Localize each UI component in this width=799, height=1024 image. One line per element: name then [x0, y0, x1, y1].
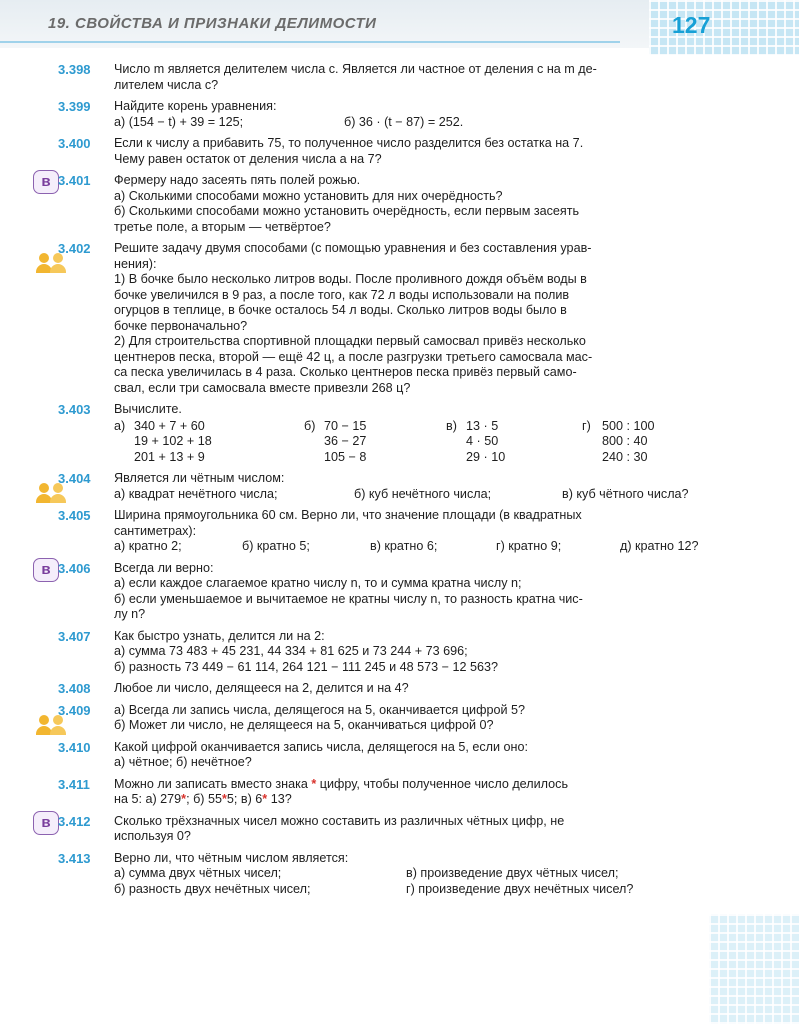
problem-text: 2) Для строительства спортивной площадки первый самосвал привёз несколько — [114, 334, 586, 348]
problem-number: 3.406 — [58, 560, 91, 576]
problem-text: б) если уменьшаемое и вычитаемое не кратны числу n, то разность кратна чис- — [114, 591, 583, 606]
problem-text: Фермеру надо засеять пять полей рожью. — [114, 173, 361, 187]
letter-v-badge-icon: в — [33, 170, 59, 194]
problem-3-402 — [0, 241, 799, 396]
subitem-a: а) квадрат нечётного числа; — [114, 486, 278, 501]
problem-text: на 5: а) 279*; б) 55*5; в) 6* 13? — [114, 792, 292, 806]
problem-3-403 — [0, 402, 799, 465]
problem-text: Найдите корень уравнения: — [114, 99, 277, 113]
problem-text: Сколько трёхзначных чисел можно составить из различных чётных цифр, не — [114, 813, 565, 828]
problem-number: 3.413 — [58, 850, 91, 866]
problem-text: Чему равен остаток от деления числа a на 7? — [114, 151, 382, 166]
problem-text: свал, если три самосвала вместе привезли 268 ц? — [114, 380, 411, 395]
problem-text: Верно ли, что чётным числом является: — [114, 850, 349, 865]
problem-text: центнеров песка, второй — ещё 42 ц, а после разгрузки третьего самосвала мас- — [114, 349, 593, 364]
problem-text: Число m является делителем числа c. Является ли частное от деления c на m де- — [114, 62, 597, 76]
problem-3-411 — [0, 777, 799, 808]
problem-text: лу n? — [114, 607, 146, 621]
calculation-columns — [114, 419, 720, 466]
calc-column-b: б) 70 − 15 36 − 27 105 − 8 — [304, 418, 367, 464]
problem-text: нения): — [114, 256, 157, 271]
problem-3-409 — [0, 703, 799, 734]
problem-number: 3.399 — [58, 99, 91, 114]
problem-number: 3.400 — [58, 136, 91, 151]
problem-3-408 — [0, 681, 799, 697]
section-title: 19. СВОЙСТВА И ПРИЗНАКИ ДЕЛИМОСТИ — [48, 15, 377, 32]
asterisk-icon: * — [262, 792, 268, 806]
problem-text: Вычислите. — [114, 402, 182, 416]
problem-3-412 — [0, 814, 799, 845]
problem-text: Решите задачу двумя способами (с помощью уравнения и без составления урав- — [114, 241, 592, 255]
problem-text: б) Сколькими способами можно установить очерёдность, если первым засеять — [114, 204, 580, 218]
subitem-a: а) кратно 2; — [114, 539, 182, 553]
problem-text: са песка увеличилась в 4 раза. Сколько центнеров песка привёз первый само- — [114, 365, 577, 379]
problem-text: сантиметрах): — [114, 523, 197, 538]
problem-text: а) чётное; б) нечётное? — [114, 755, 252, 769]
subitem-b: б) разность двух нечётных чисел; — [114, 881, 311, 896]
problem-3-401 — [0, 173, 799, 235]
problem-3-410 — [0, 740, 799, 771]
letter-v-badge-icon: в — [33, 558, 59, 582]
problem-number: 3.411 — [58, 776, 90, 792]
problem-number: 3.404 — [58, 471, 91, 486]
problem-text: 1) В бочке было несколько литров воды. После проливного дождя объём воды в — [114, 272, 587, 286]
problem-text: лителем числа c? — [114, 77, 219, 92]
subitem-a: а) (154 − t) + 39 = 125; — [114, 114, 244, 129]
subitem-b: б) кратно 5; — [242, 539, 310, 553]
problem-text: Как быстро узнать, делится ли на 2: — [114, 628, 325, 643]
problem-text: б) Может ли число, не делящееся на 5, оканчиваться цифрой 0? — [114, 718, 494, 732]
problem-text: используя 0? — [114, 829, 191, 843]
problem-text: Если к числу a прибавить 75, то полученное число разделится без остатка на 7. — [114, 136, 584, 150]
problem-number: 3.412 — [58, 813, 91, 829]
problem-text: а) Всегда ли запись числа, делящегося на 5, оканчивается цифрой 5? — [114, 702, 525, 717]
problem-3-407 — [0, 629, 799, 676]
asterisk-icon: * — [222, 792, 227, 806]
problem-text: Можно ли записать вместо знака * цифру, чтобы полученное число делилось — [114, 776, 569, 791]
problem-text: Является ли чётным числом: — [114, 471, 285, 485]
problem-text: а) сумма 73 483 + 45 231, 44 334 + 81 625 и 73 244 + 73 696; — [114, 644, 468, 658]
problem-number: 3.409 — [58, 702, 91, 718]
subitem-a: а) сумма двух чётных чисел; — [114, 866, 282, 880]
problem-3-413 — [0, 851, 799, 898]
problem-number: 3.403 — [58, 402, 91, 417]
problem-3-405 — [0, 508, 799, 555]
calc-column-d: г) 500 : 100 800 : 40 240 : 30 — [582, 418, 655, 464]
subitem-c: в) кратно 6; — [370, 539, 438, 553]
problem-number: 3.398 — [58, 62, 91, 77]
subitem-e: д) кратно 12? — [620, 539, 699, 553]
problem-text: Какой цифрой оканчивается запись числа, делящегося на 5, если оно: — [114, 739, 529, 754]
problem-text: а) Сколькими способами можно установить для них очерёдность? — [114, 188, 503, 203]
problem-number: 3.405 — [58, 508, 91, 523]
problem-number: 3.402 — [58, 241, 91, 256]
letter-v-badge-icon: в — [33, 811, 59, 835]
problem-3-406 — [0, 561, 799, 623]
problem-text: Любое ли число, делящееся на 2, делится и на 4? — [114, 681, 409, 695]
subitem-c: в) куб чётного числа? — [562, 486, 689, 501]
subitem-d: г) кратно 9; — [496, 539, 562, 553]
subitem-b: б) куб нечётного числа; — [354, 486, 492, 501]
problem-text: третье поле, а вторым — четвёртое? — [114, 219, 331, 234]
problem-3-404 — [0, 471, 799, 502]
problem-3-399 — [0, 99, 799, 130]
problem-number: 3.408 — [58, 681, 91, 696]
problem-number: 3.401 — [58, 173, 91, 188]
subitem-b: б) 36 · (t − 87) = 252. — [344, 114, 464, 129]
header-rule — [0, 41, 620, 43]
problem-number: 3.407 — [58, 628, 91, 644]
problem-list — [0, 62, 799, 897]
problem-number: 3.410 — [58, 739, 91, 755]
problem-text: а) если каждое слагаемое кратно числу n, то и сумма кратна числу n; — [114, 576, 522, 590]
problem-text: бочке первоначально? — [114, 318, 248, 333]
calc-column-c: в) 13 · 5 4 · 50 29 · 10 — [446, 418, 506, 464]
asterisk-icon: * — [311, 776, 317, 791]
footer-grid-decoration — [709, 914, 799, 1024]
problem-3-398 — [0, 62, 799, 93]
calc-column-a: а) 340 + 7 + 60 19 + 102 + 18 201 + 13 + 9 — [114, 418, 212, 464]
problem-3-400 — [0, 136, 799, 167]
subitem-d: г) произведение двух нечётных чисел? — [406, 881, 634, 896]
asterisk-icon: * — [181, 792, 187, 806]
subitem-c: в) произведение двух чётных чисел; — [406, 866, 619, 880]
problem-text: Всегда ли верно: — [114, 560, 214, 575]
problem-text: б) разность 73 449 − 61 114, 264 121 − 111 245 и 48 573 − 12 563? — [114, 659, 499, 674]
problem-text: Ширина прямоугольника 60 см. Верно ли, что значение площади (в квадратных — [114, 508, 582, 522]
problem-text: бочке увеличился в 9 раз, а после того, как 72 л воды использовали на полив — [114, 287, 570, 302]
problem-text: огурцов в теплице, в бочке осталось 54 л воды. Сколько литров воды было в — [114, 303, 567, 317]
page-number: 127 — [672, 12, 711, 38]
